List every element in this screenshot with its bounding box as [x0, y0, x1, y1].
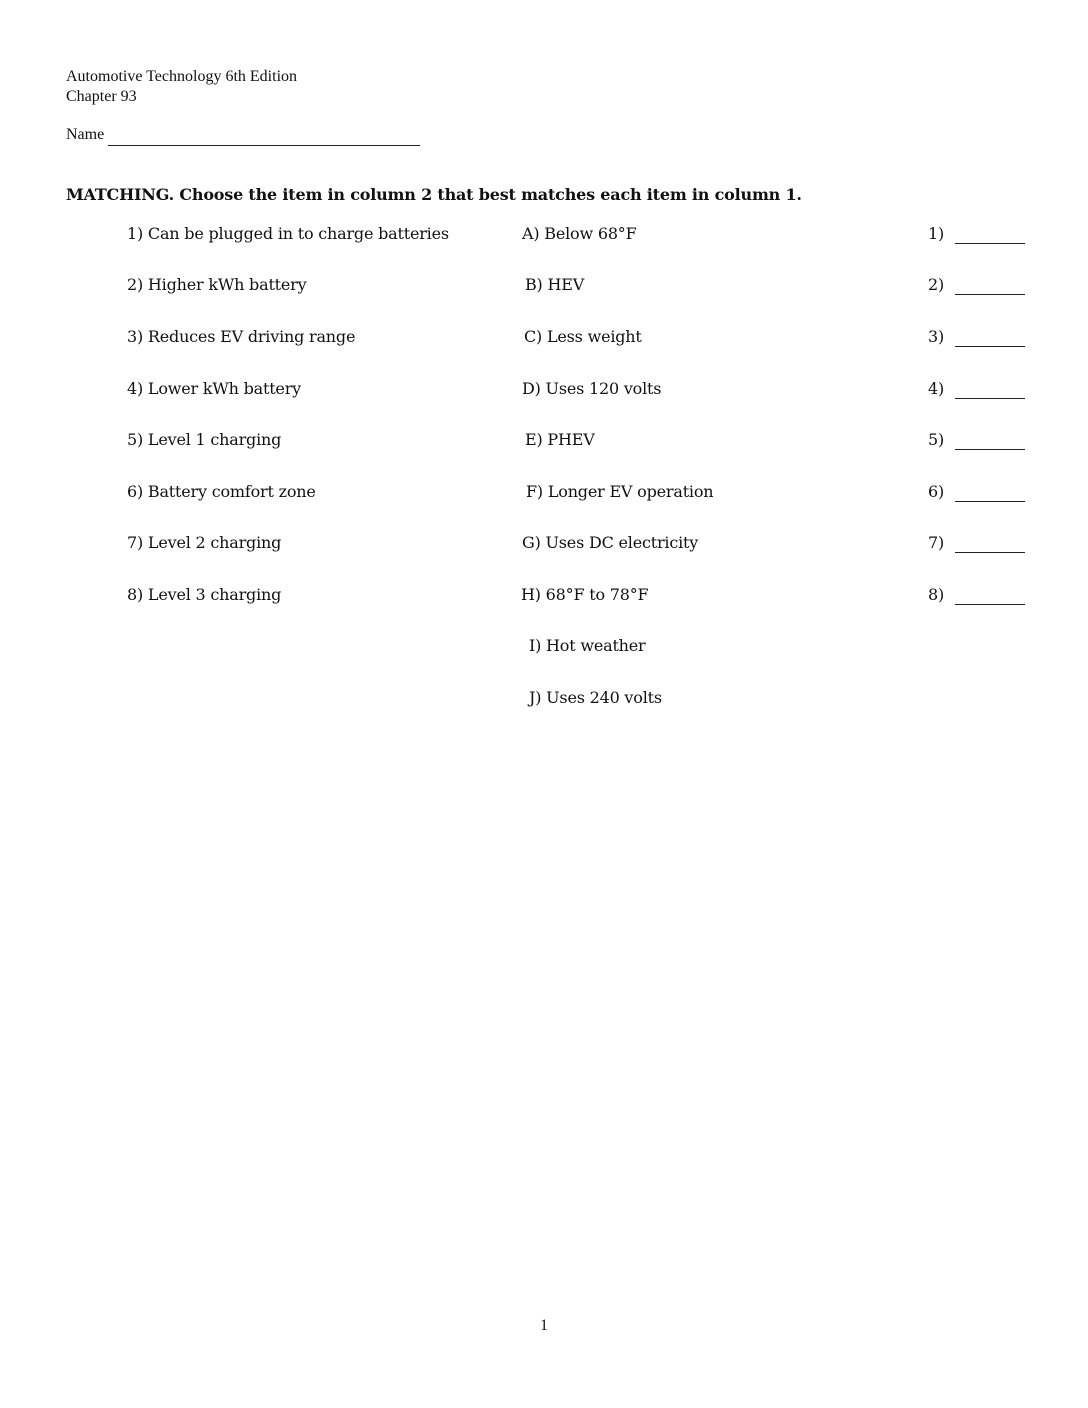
column1-item: 2) Higher kWh battery: [127, 275, 307, 294]
answer-number: 1): [928, 224, 945, 243]
column1-item: 4) Lower kWh battery: [127, 379, 301, 398]
column2-item: I) Hot weather: [529, 636, 646, 655]
column1-item: 5) Level 1 charging: [127, 430, 282, 449]
column1-item: 6) Battery comfort zone: [127, 482, 316, 501]
name-field-line[interactable]: [108, 145, 420, 146]
column2-item: D) Uses 120 volts: [522, 379, 662, 398]
column2-item: H) 68°F to 78°F: [521, 585, 649, 604]
column1-item: 3) Reduces EV driving range: [127, 327, 356, 346]
answer-number: 8): [928, 585, 945, 604]
column2-item: E) PHEV: [525, 430, 595, 449]
answer-number: 3): [928, 327, 945, 346]
answer-blank[interactable]: [955, 552, 1025, 553]
column2-item: A) Below 68°F: [522, 224, 637, 243]
column2-item: B) HEV: [525, 275, 585, 294]
column1-item: 7) Level 2 charging: [127, 533, 282, 552]
answer-blank[interactable]: [955, 501, 1025, 502]
answer-number: 2): [928, 275, 945, 294]
answer-blank[interactable]: [955, 449, 1025, 450]
name-label: Name: [66, 126, 105, 143]
answer-number: 7): [928, 533, 945, 552]
answer-number: 5): [928, 430, 945, 449]
answer-blank[interactable]: [955, 294, 1025, 295]
column2-item: J) Uses 240 volts: [529, 688, 662, 707]
column1-item: 8) Level 3 charging: [127, 585, 282, 604]
column1-item: 1) Can be plugged in to charge batteries: [127, 224, 449, 243]
answer-number: 6): [928, 482, 945, 501]
chapter-label: Chapter 93: [66, 88, 137, 105]
answer-blank[interactable]: [955, 604, 1025, 605]
answer-blank[interactable]: [955, 243, 1025, 244]
answer-number: 4): [928, 379, 945, 398]
column2-item: F) Longer EV operation: [526, 482, 714, 501]
matching-instructions: MATCHING. Choose the item in column 2 that best matches each item in column 1.: [66, 185, 802, 204]
answer-blank[interactable]: [955, 346, 1025, 347]
column2-item: C) Less weight: [524, 327, 642, 346]
book-title: Automotive Technology 6th Edition: [66, 68, 298, 85]
column2-item: G) Uses DC electricity: [522, 533, 699, 552]
answer-blank[interactable]: [955, 398, 1025, 399]
page-number: 1: [540, 1317, 548, 1334]
